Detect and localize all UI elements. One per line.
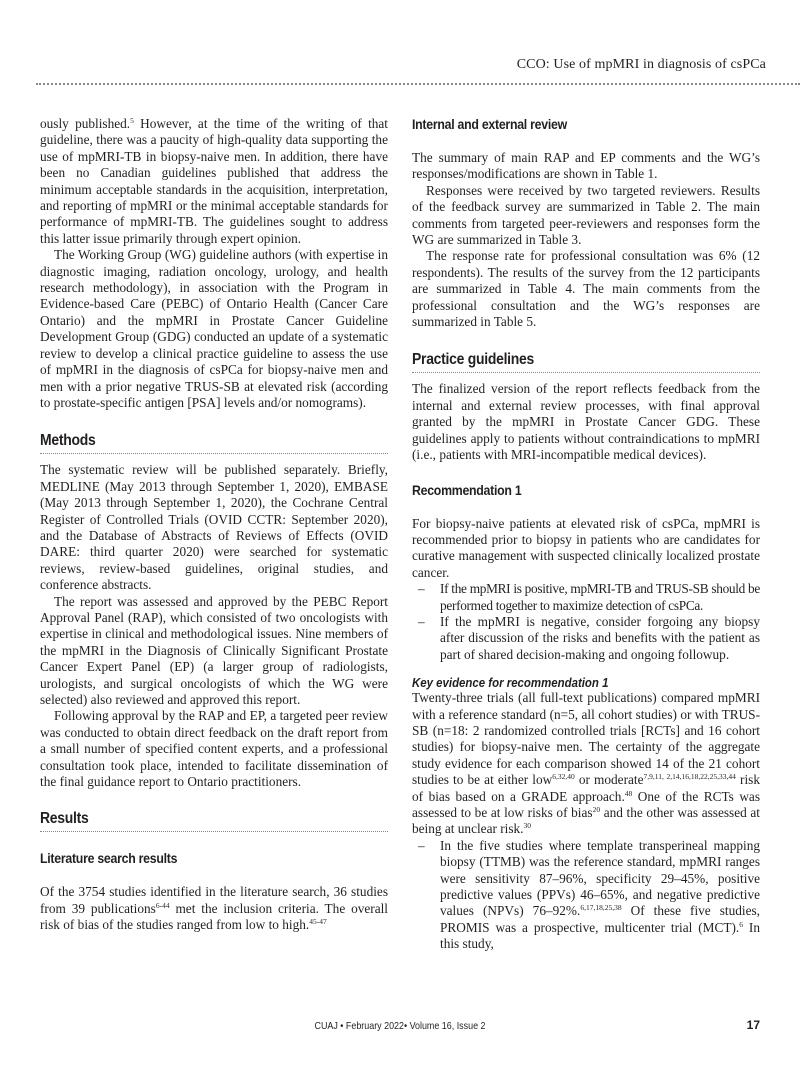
review-paragraph-1: The summary of main RAP and EP comments and the WG’s responses/modifications are shown in Table 1. xyxy=(412,150,760,182)
methods-paragraph-2: The report was assessed and approved by the PEBC Report Approval Panel (RAP), which consisted of two oncologists with expertise in clinical and methodological issues. Nine members of the mpMRI in the Diagnosis of Clinically Significant Prostate Cancer Expert Panel (EP) (a larger group of radiologists, urologists, and surgical oncologists of which the WG were selected) also reviewed and approved this report. xyxy=(40,593,388,707)
methods-paragraph-3: Following approval by the RAP and EP, a targeted peer review was conducted to obtain direct feedback on the draft report from a small number of specified content experts, and a professional consultation took place, intended to facilitate dissemination of the final guidance report to Ontario practitioners. xyxy=(40,708,388,790)
internal-external-review-heading: Internal and external review xyxy=(412,116,567,132)
intro-paragraph-2: The Working Group (WG) guideline authors (with expertise in diagnostic imaging, radiation oncology, urology, and health research methodology), in association with the Program in Evidence-based Care (PEBC) of Ontario Health (Cancer Care Ontario) and the mpMRI in Prostate Cancer Guideline Development Group (GDG) conducted an update of a systematic review to develop a clinical practice guideline to assess the use of mpMRI in the diagnosis of csPCa for biopsy-naive men and men with a prior negative TRUS-SB at elevated risk (according to prostate-specific antigen [PSA] levels and/or nomograms). xyxy=(40,247,388,410)
list-item: – If the mpMRI is positive, mpMRI-TB and TRUS-SB should be performed together to maximize detection of csPCa. xyxy=(418,581,760,613)
left-column xyxy=(40,116,388,934)
right-column xyxy=(412,116,760,953)
section-divider xyxy=(412,372,760,373)
methods-heading: Methods xyxy=(40,432,96,450)
intro-paragraph-1: ously published.$^5$ However, at the time of the writing of that guideline, there was a paucity of high-quality data supporting the use of mpMRI-TB in biopsy-naive men. In addition, there have been no Canadian guidelines published that address the minimum acceptable standards in the acquisition, interpretation, and reporting of mpMRI or the minimal acceptable standards for performance of mpMRI-TB. The guidelines sought to address this latter issue primarily through expert opinion. xyxy=(40,116,389,246)
practice-guidelines-paragraph: The finalized version of the report reflects feedback from the internal and external review processes, with final approval granted by the mpMRI in Prostate Cancer GDG. These guidelines apply to patients without contraindications to mpMRI (i.e., patients with MRI-incompatible medical devices). xyxy=(412,381,760,463)
literature-search-heading: Literature search results xyxy=(40,850,178,867)
page-number: 17 xyxy=(746,1018,760,1032)
recommendation-1-heading: Recommendation 1 xyxy=(412,481,522,498)
list-item: – If the mpMRI is negative, consider forgoing any biopsy after discussion of the risks and benefits with the patient as part of shared decision-making and ongoing followup. xyxy=(418,613,760,662)
key-evidence-paragraph: Twenty-three trials (all full-text publications) compared mpMRI with a reference standard (n=5, all cohort studies) or with TRUS-SB (n=18: 2 randomized controlled trials [RCTs] and 16 cohort studies) for biopsy-naive men. The certainty of the aggregate study evidence for each comparison showed 14 of the 21 cohort studies to be at either low$^{6,32,40}$ or moderate$^{7,9,11, 2,14,16,18,22,25,33,44}$ risk of bias based on a GRADE approach.$^{48}$ One of the RCTs was assessed to be at low risks of bias$^{20}$ and the other was assessed at being at unclear risk.$^{30}$ xyxy=(412,690,760,837)
section-divider xyxy=(40,831,388,832)
journal-footer: CUAJ • February 2022• Volume 16, Issue 2 xyxy=(314,1020,486,1032)
literature-search-paragraph: Of the 3754 studies identified in the literature search, 36 studies from 39 publications$^{6-44}$ met the inclusion criteria. The overall risk of bias of the studies ranged from low to high.$^{45-47}$ xyxy=(40,884,388,933)
key-evidence-heading: Key evidence for recommendation 1 xyxy=(412,675,609,691)
list-item: – In the five studies where template transperineal mapping biopsy (TTMB) was the reference standard, mpMRI ranges were sensitivity 87–96%, specificity 29–45%, positive predictive values (PPVs) 46–65%, and negative predictive values (NPVs) 76–92%.$^{6,17,18,25,38}$ Of these five studies, PROMIS was a prospective, multicenter trial (MCT).$^6$ In this study, xyxy=(418,837,760,952)
running-head: CCO: Use of mpMRI in diagnosis of csPCa xyxy=(516,57,766,72)
review-paragraph-3: The response rate for professional consultation was 6% (12 respondents). The results of the survey from the 12 participants are summarized in Table 4. The main comments from the professional consultation and the WG’s responses are summarized in Table 5. xyxy=(412,248,760,330)
recommendation-1-paragraph: For biopsy-naive patients at elevated risk of csPCa, mpMRI is recommended prior to biopsy in patients who are candidates for curative management with suspected clinically localized prostate cancer. xyxy=(412,515,760,580)
practice-guidelines-heading: Practice guidelines xyxy=(412,351,535,369)
review-paragraph-2: Responses were received by two targeted reviewers. Results of the feedback survey are summarized in Table 2. The main comments from targeted peer-reviewers and responses form the WG are summarized in Table 3. xyxy=(412,182,760,248)
methods-paragraph-1: The systematic review will be published separately. Briefly, MEDLINE (May 2013 through September 1, 2020), EMBASE (May 2013 through September 1, 2020), the Cochrane Central Register of Controlled Trials (OVID CCTR: September 2020), and the Database of Abstracts of Reviews of Effects (OVID DARE: third quarter 2020) were searched for systematic reviews, review-based guidelines, original studies, and conference abstracts. xyxy=(40,462,388,593)
results-heading: Results xyxy=(40,810,89,828)
section-divider xyxy=(40,453,388,454)
header-divider xyxy=(36,83,800,85)
